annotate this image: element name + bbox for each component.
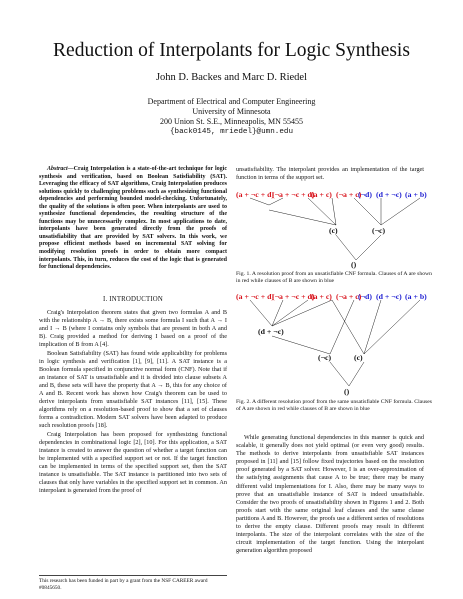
intro-paragraph-1: Craig's Interpolation theorem states that given two formulas A and B with the relationship A → B, there exists some formula I such that A → I and I → B (where I contains only symbols that are present in both A and B). Craig provided a method for deriving I based on a proof of the implication of B from A [4]. bbox=[39, 309, 227, 349]
right-body-paragraph: While generating functional dependencies in this manner is quick and scalable, it generally does not yield optimal (or even very good) results. The methods to derive interpolants from unsatisfiable SAT instances proposed in [11] and [15] follow fixed trajectories based on the resolution proof generated by a SAT solver. However, I is an over-approximation of the satisfying assignments that cause A to be true; there may be many different valid implementations for I. Also, there may be many ways to prove that an unsatisfiable instance of SAT is indeed unsatisfiable. Consider the two proofs of unsatisfiability shown in Figures 1 and 2. Both proofs start with the same original leaf clauses and the same clause partitions A and B. However, the proofs use a different series of resolutions to derive the empty clause. Different proofs may result in different interpolants. The size of the interpolant correlates with the size of the circuit implementation of the target function. Using the interpolant generation algorithm proposed bbox=[236, 434, 424, 555]
fig1-node-empty: () bbox=[351, 260, 357, 269]
fig1-leaf-3: (a + c) bbox=[311, 190, 332, 199]
fig1-leaf-6: (d + ¬c) bbox=[376, 190, 402, 199]
fig2-leaf-5: (¬d) bbox=[358, 292, 372, 301]
fig2-node-not-c: (¬c) bbox=[318, 353, 332, 362]
abstract-text: —Craig Interpolation is a state-of-the-art technique for logic synthesis and verification, based on Boolean Satisfiability (SAT). Leveraging the efficacy of SAT algorithms, Craig Interpolation produces solutions quickly to challenging problems such as synthesizing functional dependencies and performing bounded model-checking. Unfortunately, the quality of the solutions is often poor. When interpolants are used to synthesize functional dependencies, the resulting structure of the functions may be unnecessarily complex. In most applications to date, interpolants have been generated directly from the proofs of unsatisfiability that are provided by SAT solvers. In this work, we propose efficient methods based on incremental SAT solving for modifying resolution proofs in order to obtain more compact interpolants. This, in turn, reduces the cost of the logic that is generated for functional dependencies. bbox=[39, 166, 227, 271]
paper-title: Reduction of Interpolants for Logic Synthesis bbox=[53, 40, 410, 61]
intro-paragraph-3: Craig Interpolation has been proposed for synthesizing functional dependencies in combinational logic [2], [10]. For this application, a SAT instance is created to answer the question of whether a target function can be implemented with a specified support set or not. If the target function can be implemented in terms of the specified support set, then the SAT instance is unsatisfiable. The SAT instance is partitioned into two sets of clauses that only have variables in the specified support set in common. An interpolant is generated from the proof of bbox=[39, 430, 227, 495]
intro-paragraph-2: Boolean Satisfiability (SAT) has found wide applicability for problems in logic synthesis and verification [1], [9], [11]. A SAT instance is a Boolean formula specified in conjunctive normal form (CNF). Note that if an instance of SAT is unsatisfiable and it is divided into clause subsets A and B, these sets will have the property that A → B, this for any choice of A and B. Recent work has shown how Craig's theorem can be used to derive interpolants from unsatisfiable SAT instances [11], [15]. These algorithms rely on a resolution-based proof to show that a set of clauses forms a contradiction. Modern SAT solvers have been adapted to produce such resolution proofs [18]. bbox=[39, 349, 227, 430]
figure-1-proof-tree bbox=[236, 188, 436, 270]
right-column-intro bbox=[236, 166, 424, 182]
introduction bbox=[39, 287, 227, 495]
fig1-node-c: (c) bbox=[329, 226, 338, 235]
right-intro-paragraph: unsatisfiability. The interpolant provides an implementation of the target function in terms of the support set. bbox=[236, 166, 424, 182]
fig2-leaf-4: (¬a + c) bbox=[336, 292, 362, 301]
fig2-leaf-3: (a + c) bbox=[311, 292, 332, 301]
affiliation-email: {back0145, mriedel}@umn.edu bbox=[169, 128, 294, 136]
fig2-leaf-6: (d + ¬c) bbox=[376, 292, 402, 301]
affiliation-university: University of Minnesota bbox=[192, 107, 271, 116]
figure-2-caption: Fig. 2. A different resolution proof from the same unsatisfiable CNF formula. Clauses of A are shown in red while clauses of B are shown in blue bbox=[236, 399, 432, 412]
fig1-leaf-5: (¬d) bbox=[358, 190, 372, 199]
fig2-leaf-7: (a + b) bbox=[405, 292, 427, 301]
fig1-node-not-c: (¬c) bbox=[372, 226, 386, 235]
abstract bbox=[39, 166, 227, 272]
right-column-body bbox=[236, 434, 424, 555]
figure-2-proof-tree bbox=[236, 290, 436, 398]
figure-1-caption: Fig. 1. A resolution proof from an unsatisfiable CNF formula. Clauses of A are shown in red while clauses of B are shown in blue bbox=[236, 271, 432, 284]
fig1-leaf-1: (a + ¬c + d) bbox=[236, 190, 275, 199]
fig1-leaf-4: (¬a + c) bbox=[336, 190, 362, 199]
fig2-node-d-or-not-c: (d + ¬c) bbox=[258, 327, 284, 336]
fig1-leaf-2: (¬a + ¬c + d) bbox=[272, 190, 315, 199]
section-heading-introduction: I. INTRODUCTION bbox=[102, 296, 163, 303]
footnote: This research has been funded in part by a grant from the NSF CAREER award #0845650. bbox=[39, 575, 227, 591]
fig2-node-empty: () bbox=[344, 387, 350, 396]
fig2-node-c: (c) bbox=[354, 353, 363, 362]
fig1-leaf-7: (a + b) bbox=[405, 190, 427, 199]
paper-authors: John D. Backes and Marc D. Riedel bbox=[155, 72, 308, 83]
fig2-leaf-1: (a + ¬c + d) bbox=[236, 292, 275, 301]
fig2-leaf-2: (¬a + ¬c + d) bbox=[272, 292, 315, 301]
affiliation-department: Department of Electrical and Computer Engineering bbox=[147, 97, 316, 106]
abstract-lead: Abstract bbox=[47, 166, 68, 172]
affiliation-block bbox=[0, 97, 463, 137]
affiliation-address: 200 Union St. S.E., Minneapolis, MN 55455 bbox=[160, 117, 303, 126]
